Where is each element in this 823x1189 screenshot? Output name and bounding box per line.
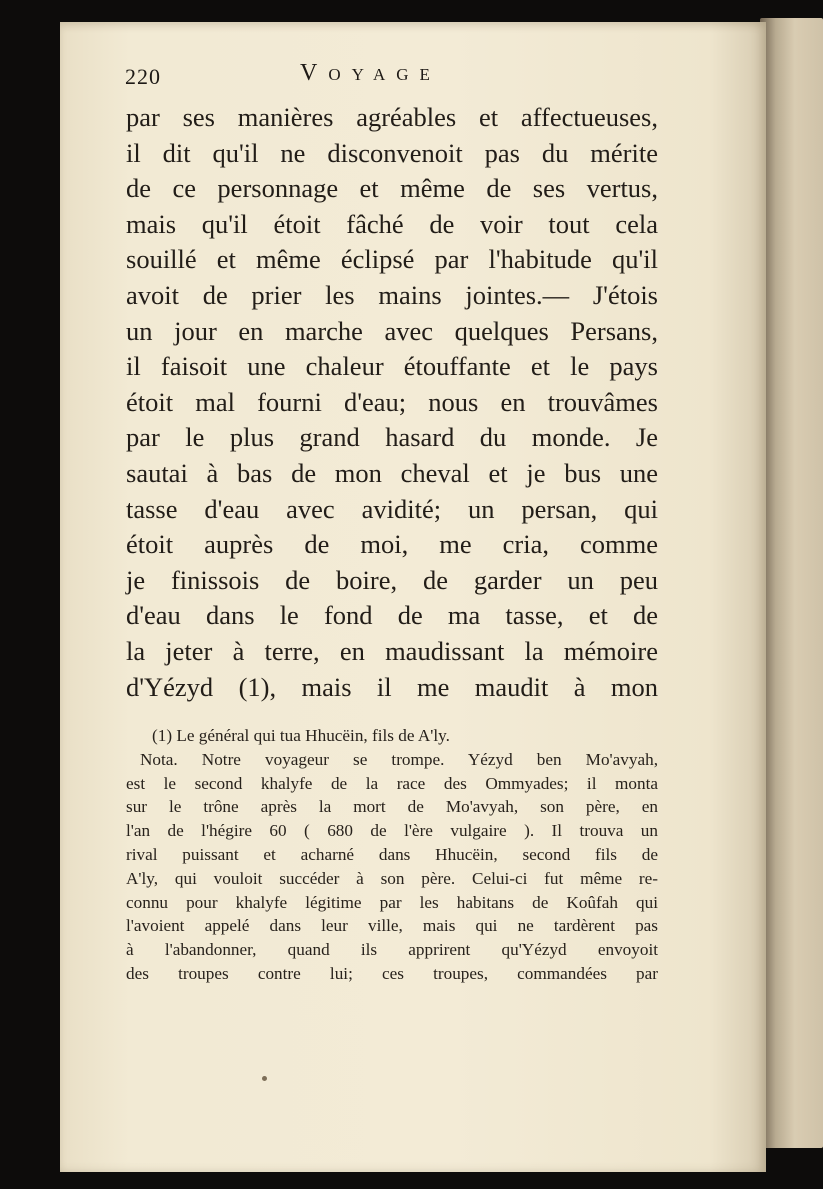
text-line: souillé et même éclipsé par l'habitude qu'il xyxy=(126,244,658,275)
footnotes xyxy=(126,724,658,986)
text-line: il dit qu'il ne disconvenoit pas du mérite xyxy=(126,137,658,168)
text-line: mais qu'il étoit fâché de voir tout cela xyxy=(126,208,658,239)
page-number: 220 xyxy=(125,64,161,89)
footnote-line: sur le trône après la mort de Mo'avyah, son père, en xyxy=(126,797,658,817)
footnote-line: est le second khalyfe de la race des Ommyades; il monta xyxy=(126,773,658,793)
paper-speck xyxy=(262,1076,267,1081)
text-line: d'eau dans le fond de ma tasse, et de xyxy=(126,600,658,631)
text-line: de ce personnage et même de ses vertus, xyxy=(126,173,658,204)
text-line: par le plus grand hasard du monde. Je xyxy=(126,422,658,453)
facing-page-edge xyxy=(760,18,823,1148)
footnote-line: des troupes contre lui; ces troupes, commandées par xyxy=(126,963,658,983)
footnote-line: rival puissant et acharné dans Hhucëin, second fils de xyxy=(126,844,658,864)
page-header xyxy=(125,60,605,96)
footnote-line: connu pour khalyfe légitime par les habitans de Koûfah qui xyxy=(126,892,658,912)
text-line: sautai à bas de mon cheval et je bus une xyxy=(126,457,658,488)
text-line: étoit auprès de moi, me cria, comme xyxy=(126,529,658,560)
footnote-line: à l'abandonner, quand ils apprirent qu'Yézyd envoyoit xyxy=(126,940,658,960)
footnote-line: l'avoient appelé dans leur ville, mais qui ne tardèrent pas xyxy=(126,916,658,936)
text-line: je finissois de boire, de garder un peu xyxy=(126,564,658,595)
main-text xyxy=(126,100,658,705)
text-line: étoit mal fourni d'eau; nous en trouvâmes xyxy=(126,386,658,417)
footnote-line: (1) Le général qui tua Hhucëin, fils de A'ly. xyxy=(152,726,450,745)
footnote-line: A'ly, qui vouloit succéder à son père. Celui-ci fut même re- xyxy=(126,868,658,888)
text-line: avoit de prier les mains jointes.— J'étois xyxy=(126,279,658,310)
running-title: Voyage xyxy=(300,60,441,86)
text-line: par ses manières agréables et affectueuses, xyxy=(126,102,658,132)
footnote-line: l'an de l'hégire 60 ( 680 de l'ère vulgaire ). Il trouva un xyxy=(126,821,658,841)
footnote-line: Nota. Notre voyageur se trompe. Yézyd ben Mo'avyah, xyxy=(140,749,658,769)
text-line: il faisoit une chaleur étouffante et le pays xyxy=(126,351,658,382)
text-line: tasse d'eau avec avidité; un persan, qui xyxy=(126,493,658,524)
text-line: la jeter à terre, en maudissant la mémoire xyxy=(126,635,658,666)
text-line: un jour en marche avec quelques Persans, xyxy=(126,315,658,346)
text-line: d'Yézyd (1), mais il me maudit à mon xyxy=(126,671,658,702)
